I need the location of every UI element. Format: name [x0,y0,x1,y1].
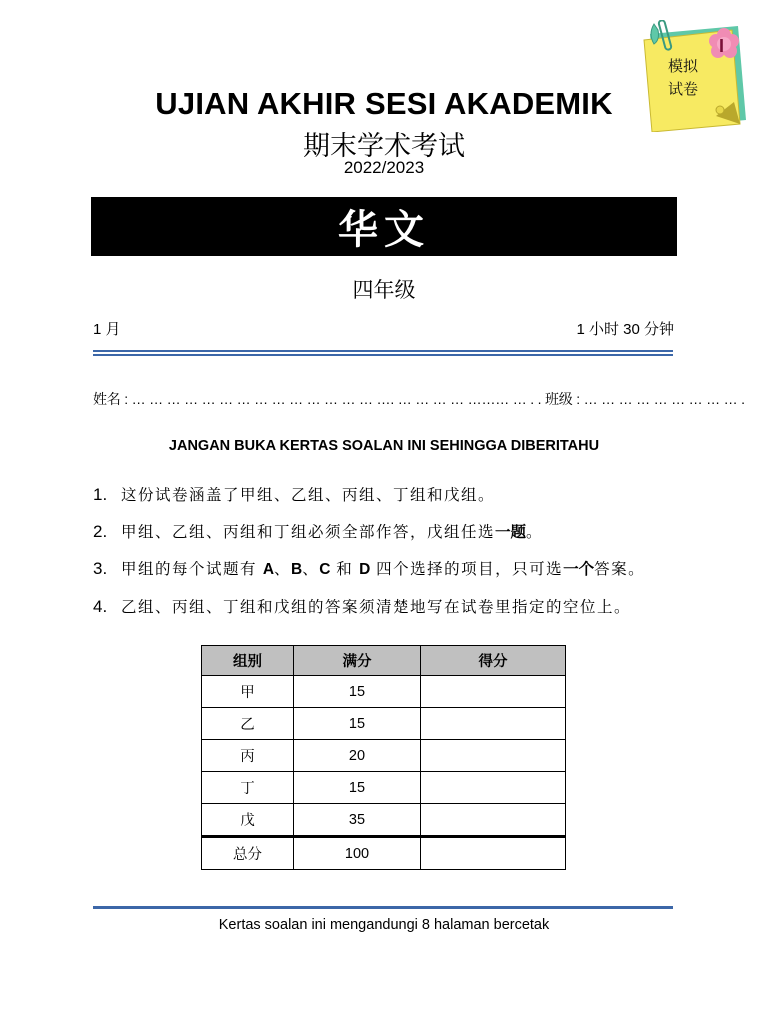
instruction-text: 答案。 [594,561,646,578]
option-d: D [359,561,371,578]
sticker-badge: I [719,36,725,56]
option-c: C [319,561,331,578]
table-row [202,772,566,804]
full-marks-cell: 15 [294,772,421,804]
group-cell: 乙 [202,708,294,740]
instruction-number: 1. [93,485,108,504]
exam-subtitle: 期末学术考试 [303,131,465,161]
divider-bottom [93,906,673,909]
subject-banner [91,197,677,256]
grade-level: 四年级 [352,279,416,302]
exam-title: UJIAN AKHIR SESI AKADEMIK [155,86,613,121]
instruction-text: 这份试卷涵盖了甲组、乙组、丙组、丁组和戊组。 [121,487,496,504]
instruction-emphasis: 一个 [563,561,595,578]
instruction-number: 4. [93,597,108,616]
full-marks-cell: 100 [294,837,421,870]
score-cell [421,740,566,772]
instruction-item [93,520,543,542]
exam-year: 2022/2023 [343,158,425,177]
instruction-item [93,557,645,579]
score-table [201,645,566,870]
divider-top-secondary [93,354,673,356]
full-marks-cell: 15 [294,676,421,708]
instruction-item [93,595,631,617]
instruction-text: 甲组、乙组、丙组和丁组必须全部作答，戊组任选 [121,524,496,541]
column-header-full-marks: 满分 [294,646,421,676]
instruction-number: 2. [93,522,108,541]
table-row [202,708,566,740]
instruction-text: 乙组、丙组、丁组和戊组的答案须清楚地写在试卷里指定的空位上。 [121,599,632,616]
group-cell: 甲 [202,676,294,708]
sticker-line1: 模拟 [668,58,699,75]
full-marks-cell: 20 [294,740,421,772]
score-cell [421,676,566,708]
option-a: A [262,561,275,578]
table-row [202,804,566,837]
instruction-text: 和 [330,561,360,578]
full-marks-cell: 15 [294,708,421,740]
column-header-score: 得分 [421,646,566,676]
subject-title: 华文 [338,207,430,253]
instruction-number: 3. [93,559,108,578]
column-header-group: 组别 [202,646,294,676]
divider-top [93,350,673,352]
table-total-row [202,837,566,870]
score-cell [421,837,566,870]
page-count-footer: Kertas soalan ini mengandungi 8 halaman bercetak [218,917,550,933]
name-class-field: 姓名 : … … … … … … … … … … … … … … …. … … … … ……… … . . 班级 : … … … … … … … … … . [93,391,745,407]
exam-duration: 1 小时 30 分钟 [576,321,674,338]
score-cell [421,708,566,740]
instruction-text: 、 [302,561,320,578]
score-cell [421,804,566,837]
instruction-text: 四个选择的项目，只可选 [370,561,564,578]
table-row [202,676,566,708]
full-marks-cell: 35 [294,804,421,837]
group-cell: 戊 [202,804,294,837]
exam-notice: JANGAN BUKA KERTAS SOALAN INI SEHINGGA DIBERITAHU [168,438,600,454]
score-cell [421,772,566,804]
table-row [202,740,566,772]
exam-month: 1 月 [93,321,121,338]
group-cell: 丁 [202,772,294,804]
instruction-text: 。 [526,524,544,541]
group-cell: 总分 [202,837,294,870]
sticker-line2: 试卷 [668,81,699,98]
instruction-emphasis: 一题 [495,524,527,541]
table-header-row [202,646,566,676]
instruction-text: 、 [274,561,292,578]
option-b: B [291,561,303,578]
instruction-text: 甲组的每个试题有 [121,561,263,578]
group-cell: 丙 [202,740,294,772]
instruction-item [93,483,495,505]
